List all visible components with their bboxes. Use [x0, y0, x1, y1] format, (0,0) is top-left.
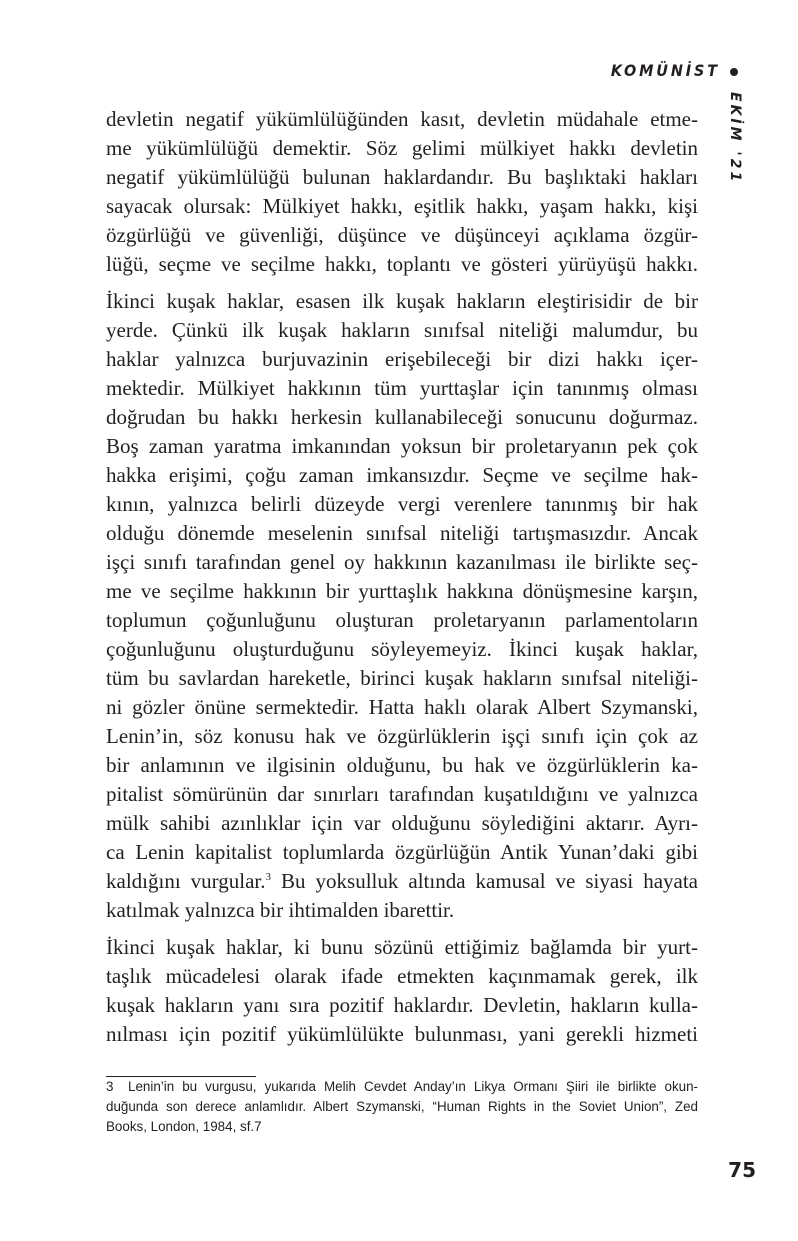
text-line: katılmak yalnızca bir ihtimalden ibarettir. — [106, 898, 455, 922]
text-line: me ve seçilme hakkının bir yurttaşlık hakkına dönüşmesine karşın, — [106, 579, 698, 603]
text-line: tüm bu savlardan hareketle, birinci kuşak hakların sınıfsal niteliği- — [106, 666, 698, 690]
running-head-publication: KOMÜNİST — [610, 61, 720, 80]
footnote-number: 3 — [106, 1079, 114, 1094]
text-line: negatif yükümlülüğü bulunan haklardandır. Bu başlıktaki hakları — [106, 165, 698, 189]
paragraph-2 — [106, 287, 698, 925]
text-segment: kaldığını vurgular. — [106, 869, 266, 893]
text-line: sayacak olursak: Mülkiyet hakkı, eşitlik hakkı, yaşam hakkı, kişi — [106, 194, 698, 218]
text-segment: Bu yoksulluk altında kamusal ve siyasi hayata — [271, 869, 699, 893]
text-line: lüğü, seçme ve seçilme hakkı, toplantı ve gösteri yürüyüşü hakkı. — [106, 252, 698, 276]
text-line: İkinci kuşak haklar, ki bunu sözünü ettiğimiz bağlamda bir yurt- — [106, 935, 698, 959]
text-line: haklar yalnızca burjuvazinin erişebileceği bir dizi hakkı içer- — [106, 347, 698, 371]
text-line: bir anlamının ve ilgisinin olduğunu, bu hak ve özgürlüklerin ka- — [106, 753, 698, 777]
text-line: me yükümlülüğü demektir. Söz gelimi mülkiyet hakkı devletin — [106, 136, 698, 160]
text-line: devletin negatif yükümlülüğünden kasıt, devletin müdahale etme- — [106, 107, 698, 131]
footnote — [106, 1077, 698, 1137]
text-line: işçi sınıfı tarafından genel oy hakkının kazanılması ile birlikte seç- — [106, 550, 698, 574]
paragraph-3 — [106, 933, 698, 1049]
text-line: kının, yalnızca belirli düzeyde vergi verenlere tanınmış bir hak — [106, 492, 698, 516]
text-line: ca Lenin kapitalist toplumlarda özgürlüğün Antik Yunan’daki gibi — [106, 840, 698, 864]
text-line-with-footnote — [106, 867, 698, 896]
text-line: kuşak hakların yanı sıra pozitif haklardır. Devletin, hakların kulla- — [106, 993, 698, 1017]
footnote-line: duğunda son derece anlamlıdır. Albert Szymanski, “Human Rights in the Soviet Union”, Zed — [106, 1099, 698, 1114]
footnote-line: Books, London, 1984, sf.7 — [106, 1119, 262, 1134]
text-line: çoğunluğunu oluşturduğunu söyleyemeyiz. İkinci kuşak haklar, — [106, 637, 698, 661]
running-head-issue: EKİM '21 — [727, 92, 743, 185]
text-line: özgürlüğü ve güvenliği, düşünce ve düşünceyi açıklama özgür- — [106, 223, 698, 247]
text-line: Lenin’in, söz konusu hak ve özgürlüklerin işçi sınıfı için çok az — [106, 724, 698, 748]
text-line: olduğu dönemde meselenin sınıfsal niteliği tartışmasızdır. Ancak — [106, 521, 698, 545]
text-line: İkinci kuşak haklar, esasen ilk kuşak hakların eleştirisidir de bir — [106, 289, 698, 313]
text-line: yerde. Çünkü ilk kuşak hakların sınıfsal niteliği malumdur, bu — [106, 318, 698, 342]
text-line: doğrudan bu hakkı herkesin kullanabileceği sonucunu doğurmaz. — [106, 405, 698, 429]
footnote-text: Lenin’in bu vurgusu, yukarıda Melih Cevdet Anday’ın Likya Ormanı Şiiri ile birlikte okun- — [128, 1079, 698, 1094]
text-line: taşlık mücadelesi olarak ifade etmekten kaçınmamak gerek, ilk — [106, 964, 698, 988]
footnote-line — [106, 1077, 698, 1097]
text-line: hakka erişimi, çoğu zaman imkansızdır. Seçme ve seçilme hak- — [106, 463, 698, 487]
page-number: 75 — [728, 1158, 756, 1182]
text-line: mülk sahibi azınlıklar için var olduğunu söylediğini aktarır. Ayrı- — [106, 811, 698, 835]
text-line: ni gözler önüne sermektedir. Hatta haklı olarak Albert Szymanski, — [106, 695, 698, 719]
text-line: pitalist sömürünün dar sınırları tarafından kuşatıldığını ve yalnızca — [106, 782, 698, 806]
bullet-separator — [730, 68, 738, 76]
text-line: toplumun çoğunluğunu oluşturan proletaryanın parlamentoların — [106, 608, 698, 632]
text-line: Boş zaman yaratma imkanından yoksun bir proletaryanın pek çok — [106, 434, 698, 458]
text-line: mektedir. Mülkiyet hakkının tüm yurttaşlar için tanınmış olması — [106, 376, 698, 400]
article-body — [106, 105, 698, 1057]
paragraph-1 — [106, 105, 698, 279]
footnote-reference[interactable]: 3 — [265, 871, 272, 883]
text-line: nılması için pozitif yükümlülükte bulunması, yani gerekli hizmeti — [106, 1022, 698, 1046]
